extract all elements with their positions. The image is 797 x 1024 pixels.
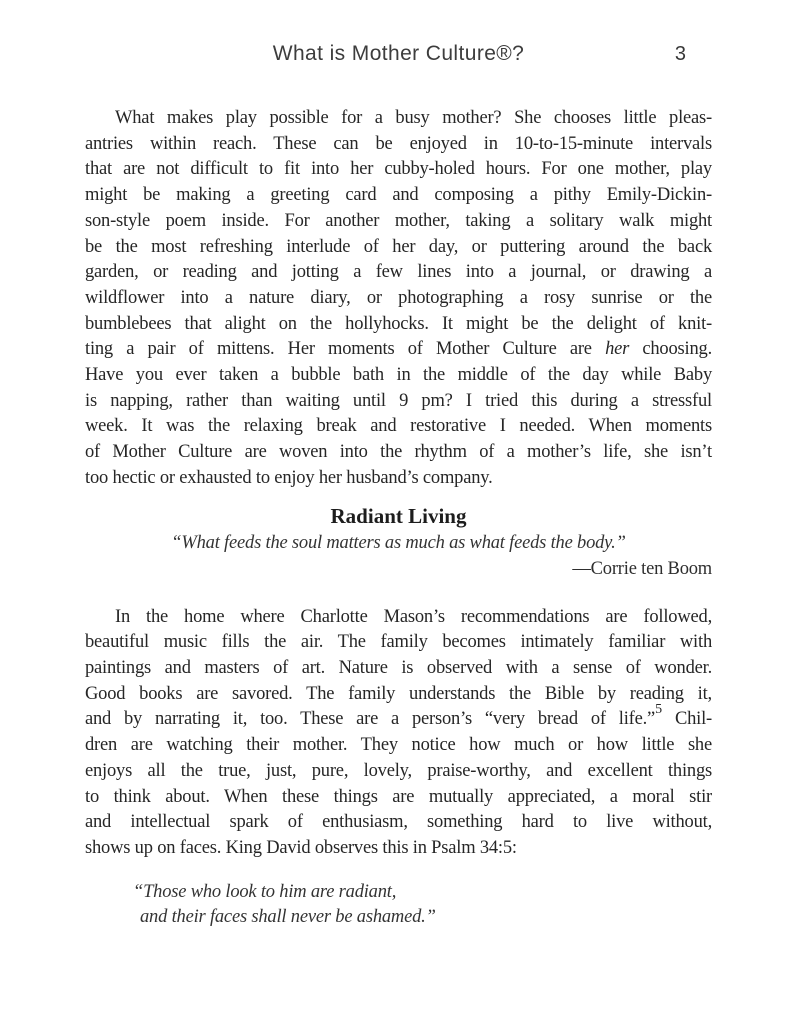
text-line: “Those who look to him are radiant, [133, 881, 397, 902]
text-line: garden, or reading and jotting a few lines into a journal, or drawing a [85, 262, 712, 283]
text-line: week. It was the relaxing break and restorative I needed. When moments [85, 416, 712, 437]
text-line: and intellectual spark of enthusiasm, something hard to live without, [85, 812, 712, 833]
text-line: might be making a greeting card and composing a pithy Emily-Dickin- [85, 185, 712, 206]
text-line: beautiful music fills the air. The family becomes intimately familiar with [85, 632, 712, 653]
text-line: is napping, rather than waiting until 9 pm? I tried this during a stressful [85, 390, 712, 411]
scripture-quote [85, 880, 712, 931]
running-header [85, 42, 712, 70]
text-line: that are not difficult to fit into her cubby-holed hours. For one mother, play [85, 159, 712, 180]
text-line: and by narrating it, too. These are a person’s “very bread of life.”$^5$ Chil- [85, 702, 712, 730]
epigraph-attribution: —Corrie ten Boom [572, 558, 712, 579]
text-line: shows up on faces. King David observes this in Psalm 34:5: [85, 837, 517, 858]
text-line: son-style poem inside. For another mother, taking a solitary walk might [85, 210, 712, 231]
text-line: too hectic or exhausted to enjoy her husband’s company. [85, 467, 493, 488]
epigraph-quote: “What feeds the soul matters as much as what feeds the body.” [171, 533, 626, 554]
text-line: enjoys all the true, just, pure, lovely, praise-worthy, and excellent things [85, 760, 712, 781]
text-line: ting a pair of mittens. Her moments of Mother Culture are her choosing. [85, 339, 712, 360]
text-line: In the home where Charlotte Mason’s recommendations are followed, [115, 606, 712, 627]
text-line: be the most refreshing interlude of her day, or puttering around the back [85, 236, 712, 257]
body-text [85, 106, 712, 931]
text-line: of Mother Culture are woven into the rhythm of a mother’s life, she isn’t [85, 442, 712, 463]
text-line: Have you ever taken a bubble bath in the middle of the day while Baby [85, 365, 712, 386]
paragraph-2 [85, 605, 712, 862]
text-line: and their faces shall never be ashamed.” [140, 907, 436, 928]
text-line: wildflower into a nature diary, or photographing a rosy sunrise or the [85, 287, 712, 308]
text-line: paintings and masters of art. Nature is observed with a sense of wonder. [85, 658, 712, 679]
text-line: dren are watching their mother. They notice how much or how little she [85, 735, 712, 756]
text-line: bumblebees that alight on the hollyhocks. It might be the delight of knit- [85, 313, 712, 334]
chapter-title: What is Mother Culture®? [272, 42, 525, 65]
paragraph-1 [85, 106, 712, 492]
text-line: to think about. When these things are mutually appreciated, a moral stir [85, 786, 712, 807]
page-number: 3 [674, 43, 686, 65]
text-line: antries within reach. These can be enjoyed in 10-to-15-minute intervals [85, 133, 712, 154]
text-line: What makes play possible for a busy mother? She chooses little pleas- [115, 108, 712, 128]
text-line: Good books are savored. The family understands the Bible by reading it, [85, 683, 712, 704]
section-heading: Radiant Living [330, 503, 467, 528]
